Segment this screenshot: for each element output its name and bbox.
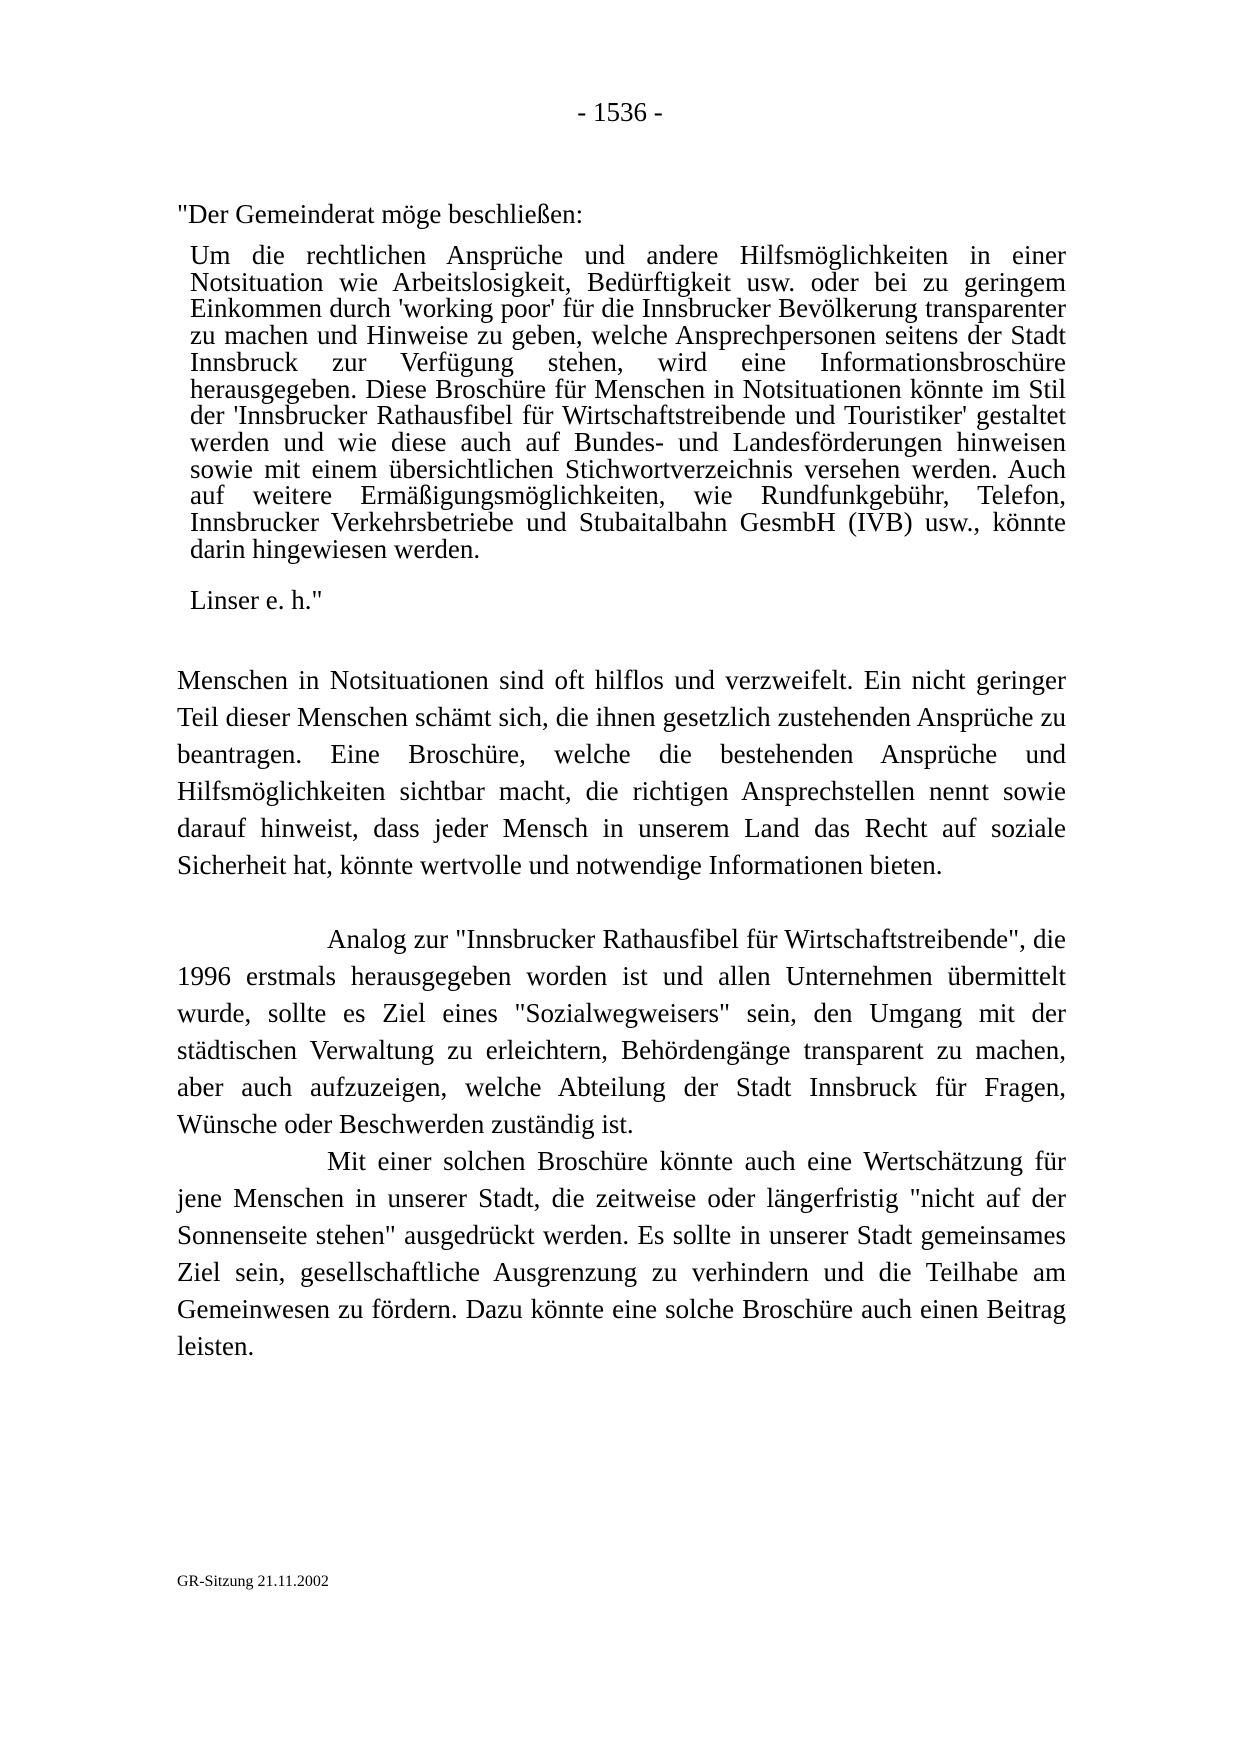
body-paragraph-2: Analog zur "Innsbrucker Rathausfibel für Wirtschaftstreibende", die 1996 erstmals herausgegeben worden ist und allen Unternehmen übermittelt wurde, sollte es Ziel eines "Sozialwegweisers" sein, den Umgang mit der städtischen Verwaltung zu erleichtern, Behördengänge transparent zu machen, aber auch aufzuzeigen, welche Abteilung der Stadt Innsbruck für Fragen, Wünsche oder Beschwerden zuständig ist. (177, 924, 1066, 1139)
body-paragraph-1: Menschen in Notsituationen sind oft hilflos und verzweifelt. Ein nicht geringer Teil dieser Menschen schämt sich, die ihnen gesetzlich zustehenden Ansprüche zu beantragen. Eine Broschüre, welche die bestehenden Ansprüche und Hilfsmöglichkeiten sichtbar macht, die richtigen Ansprechstellen nennt sowie darauf hinweist, dass jeder Mensch in unserem Land das Recht auf soziale Sicherheit hat, könnte wertvolle und notwendige Informationen bieten. (177, 665, 1066, 880)
motion-signature: Linser e. h." (190, 585, 323, 615)
page-number: - 1536 - (577, 97, 663, 127)
motion-intro: "Der Gemeinderat möge beschließen: (177, 199, 584, 229)
motion-text: Um die rechtlichen Ansprüche und andere Hilfsmöglichkeiten in einer Notsituation wie Arbeitslosigkeit, Bedürftigkeit usw. oder bei zu geringem Einkommen durch 'working poor' für die Innsbrucker Bevölkerung transparenter zu machen und Hinweise zu geben, welche Ansprechpersonen seitens der Stadt Innsbruck zur Verfügung stehen, wird eine Informationsbroschüre herausgegeben. Diese Broschüre für Menschen in Notsituationen könnte im Stil der 'Innsbrucker Rathausfibel für Wirtschaftstreibende und Touristiker' gestaltet werden und wie diese auch auf Bundes- und Landesförderungen hinweisen sowie mit einem übersichtlichen Stichwortverzeichnis versehen werden. Auch auf weitere Ermäßigungsmöglichkeiten, wie Rundfunkgebühr, Telefon, Innsbrucker Verkehrsbetriebe und Stubaitalbahn GesmbH (IVB) usw., könnte darin hingewiesen werden. (190, 240, 1066, 564)
footer-session-date: GR-Sitzung 21.11.2002 (177, 1573, 329, 1590)
body-paragraph-3: Mit einer solchen Broschüre könnte auch eine Wertschätzung für jene Menschen in unserer Stadt, die zeitweise oder längerfristig "nicht auf der Sonnenseite stehen" ausgedrückt werden. Es sollte in unserer Stadt gemeinsames Ziel sein, gesellschaftliche Ausgrenzung zu verhindern und die Teilhabe am Gemeinwesen zu fördern. Dazu könnte eine solche Broschüre auch einen Beitrag leisten. (177, 1146, 1066, 1361)
